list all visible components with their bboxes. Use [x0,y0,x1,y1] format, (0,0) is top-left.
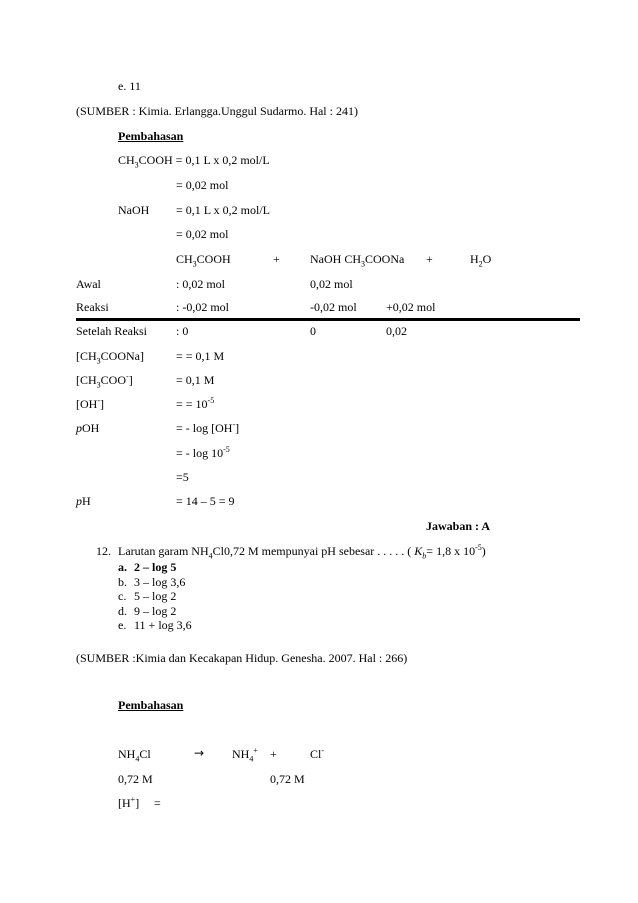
source-citation-2: (SUMBER :Kimia dan Kecakapan Hidup. Genesha. 2007. Hal : 266) [76,651,408,665]
reactant-product: NaOH $CH_3COONa$ [310,252,405,269]
row-label-reaksi: Reaksi [76,300,109,314]
acetate-ion-value: = 0,1 M [176,373,215,387]
plus-sign-2: + [270,747,277,761]
arrow-icon: → [194,746,205,760]
hydrogen-ion-label: [H+] [118,795,140,810]
row-reaksi-c2: -0,02 mol [310,300,357,314]
conc-right: 0,72 M [270,772,305,786]
section-heading-2: Pembahasan [118,698,184,712]
poh-step-3: =5 [176,470,189,484]
hydrogen-ion-equals: = [154,796,161,810]
ch3cooh-result: = 0,02 mol [176,178,229,192]
reactant-ch3cooh: $CH_3COOH$ [176,252,231,269]
naoh-label: NaOH [118,203,150,217]
conc-left: 0,72 M [118,772,153,786]
option-c: c. 5 – log 2 [118,589,177,603]
row-setelah-c3: 0,02 [386,324,407,338]
plus-sign: + [426,252,433,266]
answer-option-e: e. 11 [118,79,141,93]
question-text: Larutan garam $NH_4Cl0,72$ M mempunyai pH sebesar . . . . . ( $K_b= 1,8$ x $10^{-5}$) [118,543,486,561]
plus-sign: + [273,252,280,266]
salt-concentration-value: = = 0,1 M [176,349,225,363]
table-divider [76,318,580,321]
ph-value: = 14 – 5 = 9 [176,494,235,508]
section-heading: Pembahasan [118,129,184,143]
option-b: b. 3 – log 3,6 [118,574,186,589]
row-setelah-c2: 0 [310,324,316,338]
poh-step-2: = - $\log 10^{-5}$ [176,445,230,460]
naoh-result: = 0,02 mol [176,227,229,241]
option-d: d. 9 – log 2 [118,603,177,618]
question-number: 12. [96,544,111,558]
option-e: e. 11 + log 3,6 [118,618,192,632]
naoh-calc: = 0,1 L x 0,2 mol/L [176,203,270,217]
salt-concentration-label: $[CH_3COONa]$ [76,349,144,366]
row-label-setelah: Setelah Reaksi [76,324,147,338]
row-setelah-c1: : 0 [176,324,189,338]
cl-ion: Cl- [310,746,325,761]
product-h2o: $H_2O$ [470,252,492,269]
nh4-ion: $NH_4^+$ [232,746,258,764]
option-a: a. 2 – log 5 [118,560,177,574]
row-awal-c2: 0,02 mol [310,277,353,291]
hydroxide-label: [OH-] [76,396,104,411]
row-reaksi-c1: : -0,02 mol [176,300,229,314]
acetate-ion-label: $[CH_3COO^-]$ [76,372,133,390]
row-label-awal: Awal [76,277,101,291]
hydroxide-value: = = $10^{-5}$ [176,396,215,411]
ph-label: pH [76,494,91,508]
poh-step-1: = - log [OH-] [176,420,240,435]
answer-key: Jawaban : A [426,519,491,533]
row-awal-c1: : 0,02 mol [176,277,226,291]
row-reaksi-c3: +0,02 mol [386,300,436,314]
poh-label: pOH [76,421,100,435]
nh4cl-formula: $NH_4Cl$ [118,747,151,764]
answer-options [118,560,192,633]
source-citation: (SUMBER : Kimia. Erlangga.Unggul Sudarmo. Hal : 241) [76,104,358,118]
ch3cooh-calc: $CH_3COOH = 0,1$ L x 0,2 mol/L [118,153,270,170]
